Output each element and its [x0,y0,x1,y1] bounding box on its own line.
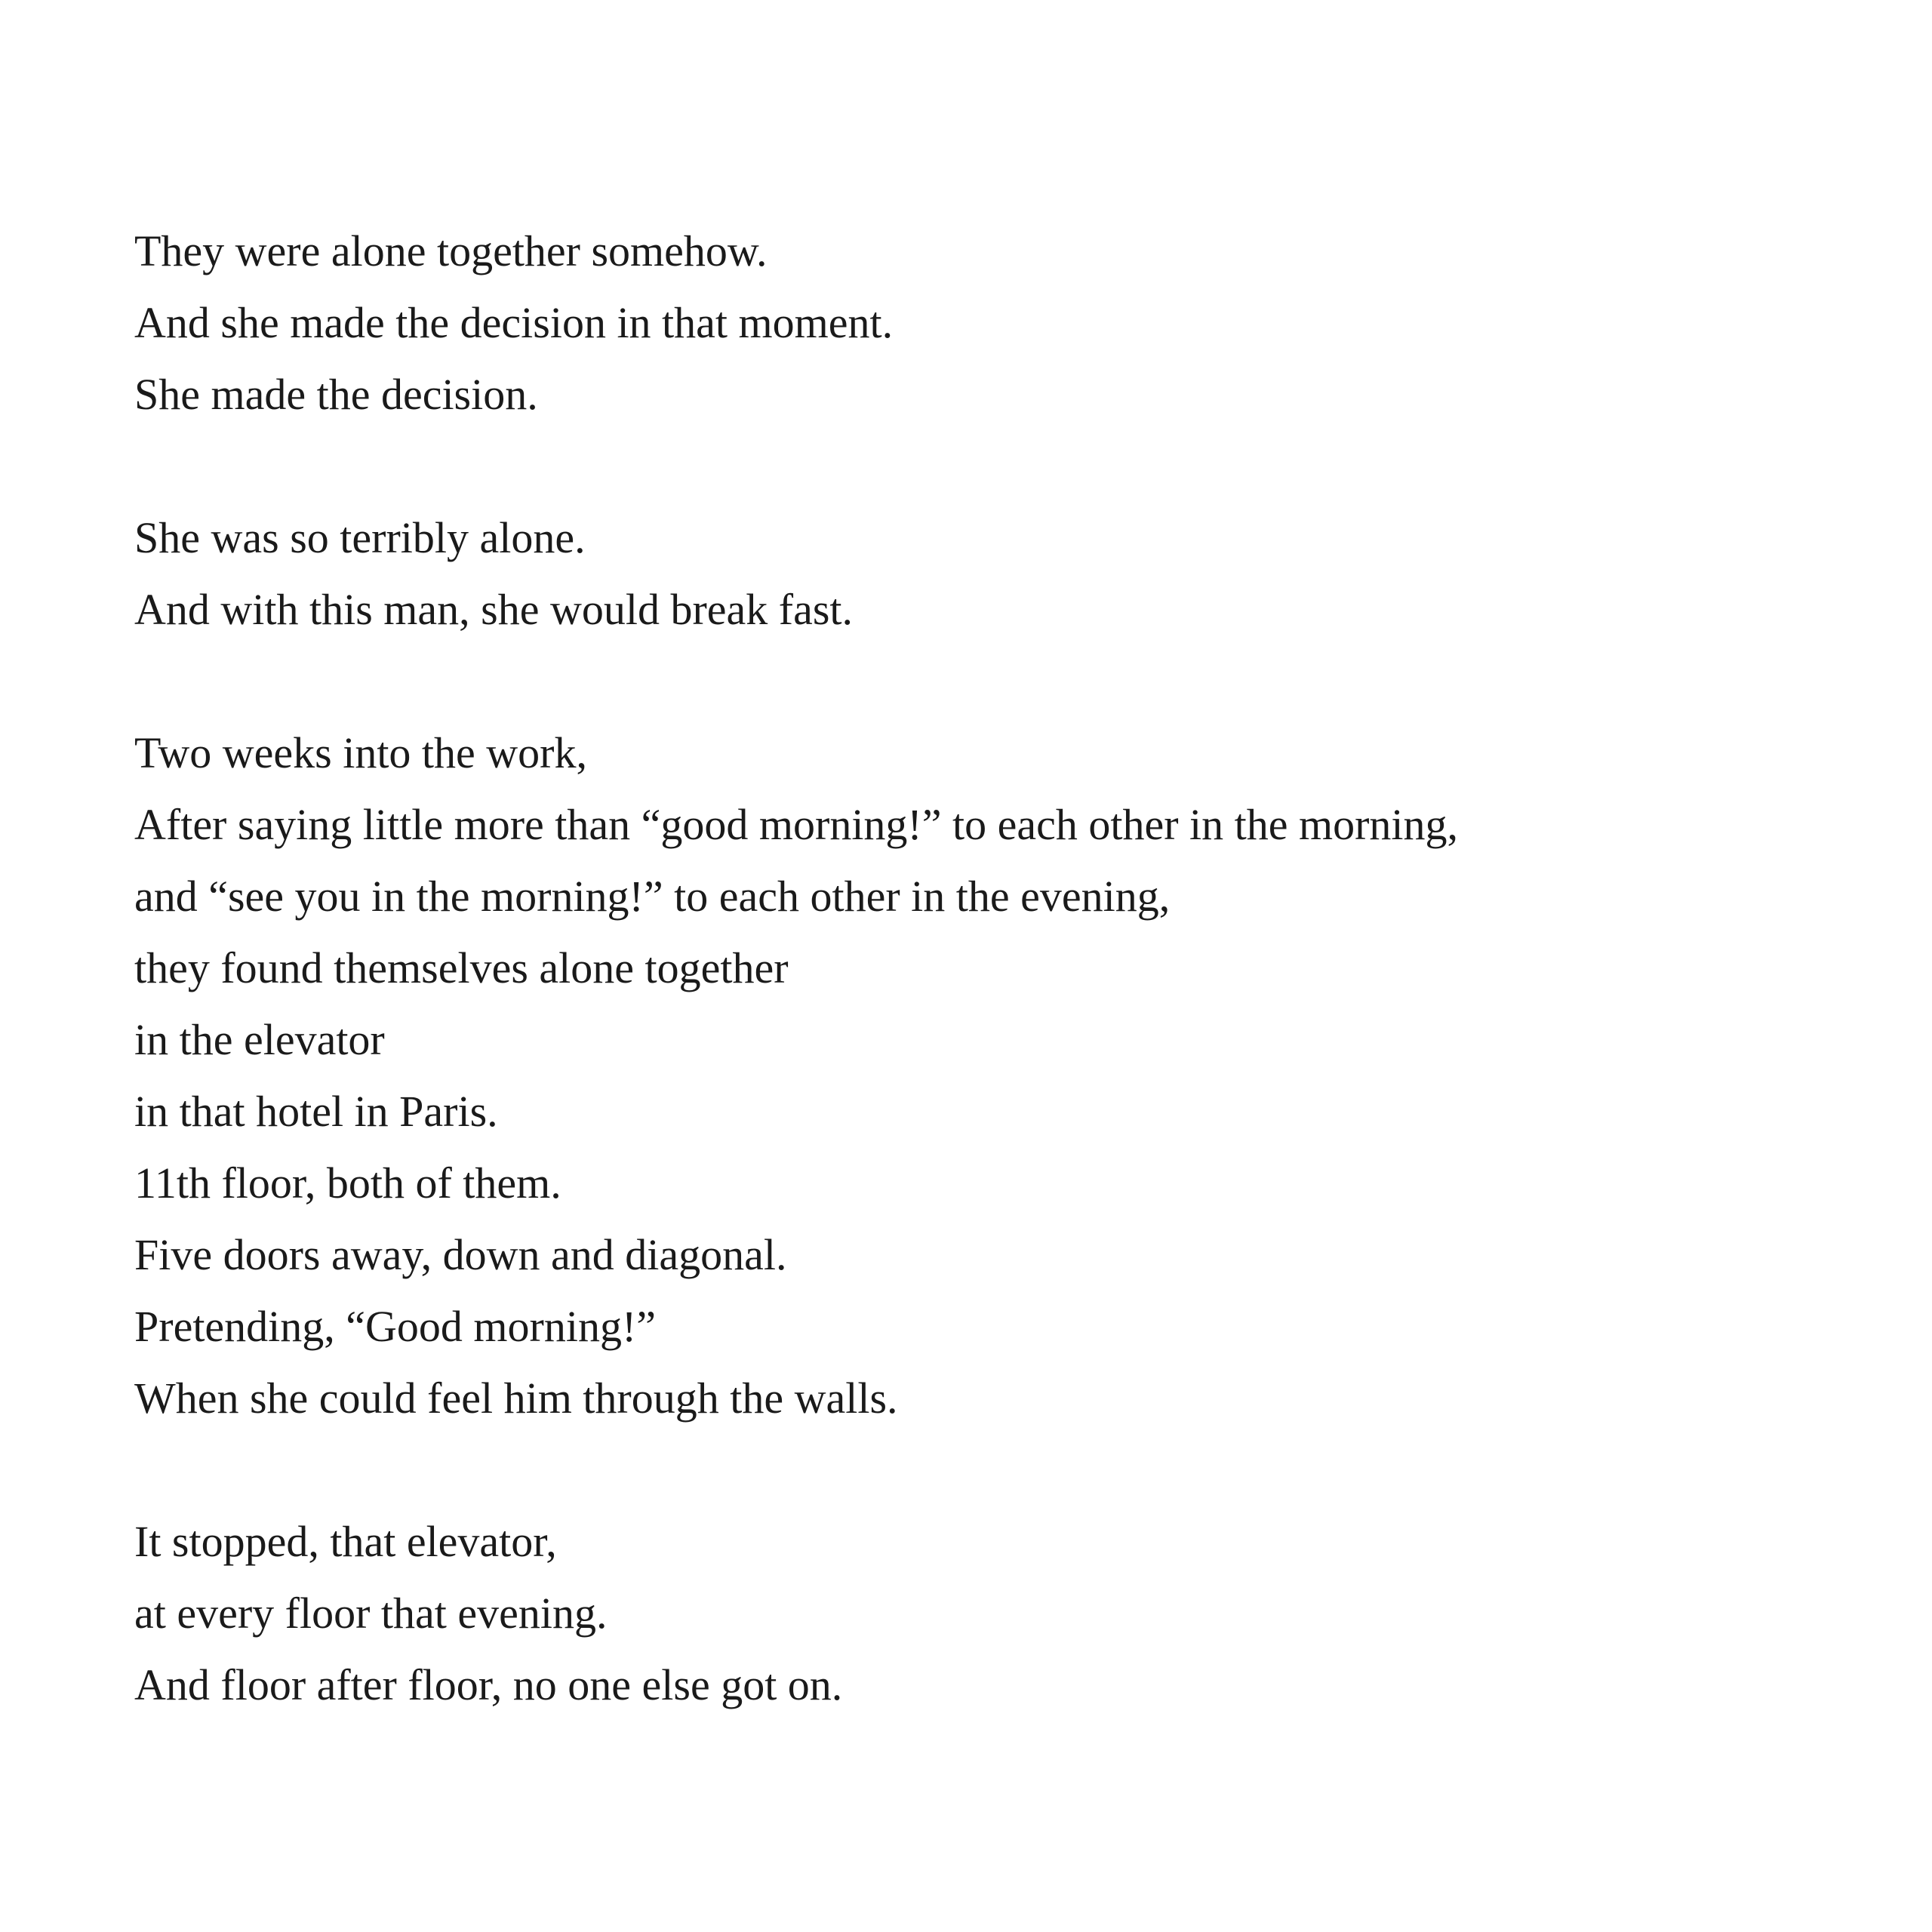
stanza-1 [134,215,1870,430]
poem-line: And with this man, she would break fast. [134,585,854,634]
poem-line: And floor after floor, no one else got on. [134,1660,843,1709]
stanza-4 [134,1506,1870,1721]
poem-line: 11th floor, both of them. [134,1158,561,1208]
poem-line: She was so terribly alone. [134,513,586,562]
poem-line: It stopped, that elevator, [134,1517,557,1566]
poem-line: And she made the decision in that moment. [134,298,894,347]
poem-line: They were alone together somehow. [134,226,768,275]
poem-text [134,215,1870,1721]
stanza-3 [134,717,1870,1434]
poem-line: in the elevator [134,1015,385,1064]
poem-line: in that hotel in Paris. [134,1087,498,1136]
poem-line: and “see you in the morning!” to each other in the evening, [134,872,1171,921]
stanza-2 [134,502,1870,645]
poem-line: She made the decision. [134,370,538,419]
poem-line: at every floor that evening. [134,1589,608,1638]
poem-line: they found themselves alone together [134,943,789,992]
poem-line: Two weeks into the work, [134,728,587,777]
poem-line: When she could feel him through the walls. [134,1374,898,1423]
poem-line: After saying little more than “good morning!” to each other in the morning, [134,800,1459,849]
poem-line: Pretending, “Good morning!” [134,1302,657,1351]
poem-line: Five doors away, down and diagonal. [134,1230,787,1279]
